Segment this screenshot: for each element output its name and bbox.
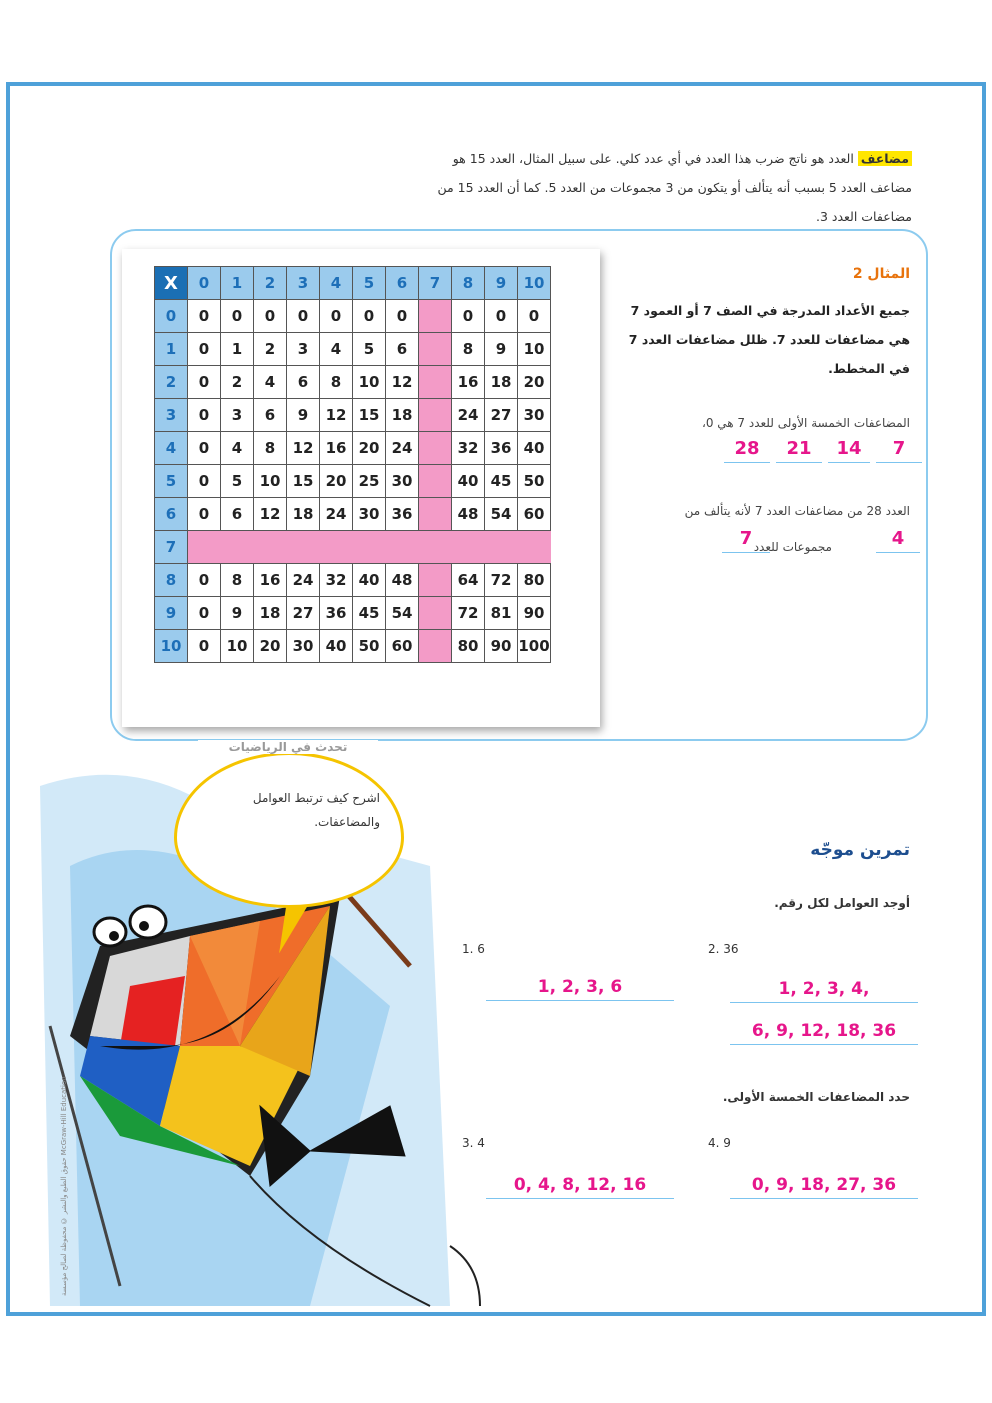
grid-cell: 24 bbox=[287, 564, 320, 597]
grid-cell: 10 bbox=[221, 630, 254, 663]
grid-cell: 32 bbox=[320, 564, 353, 597]
grid-cell: 0 bbox=[452, 300, 485, 333]
question-2-label: 2. 36 bbox=[708, 942, 739, 956]
example-question-2-mid: مجموعات للعدد bbox=[753, 540, 832, 554]
grid-cell: 0 bbox=[287, 300, 320, 333]
grid-cell: 12 bbox=[287, 432, 320, 465]
grid-cell: 5 bbox=[221, 465, 254, 498]
grid-cell: 8 bbox=[221, 564, 254, 597]
grid-row-header: 0 bbox=[155, 300, 188, 333]
grid-cell: 0 bbox=[188, 366, 221, 399]
grid-cell: 0 bbox=[188, 564, 221, 597]
talk-text: اشرح كيف ترتبط العوامل والمضاعفات. bbox=[252, 791, 380, 829]
copyright-side-note: حقوق الطبع والنشر © محفوظة لصالح مؤسسة McGraw-Hill Education bbox=[60, 1076, 68, 1296]
grid-shaded-col-7[interactable] bbox=[419, 630, 452, 663]
grid-cell: 12 bbox=[254, 498, 287, 531]
grid-cell: 9 bbox=[287, 399, 320, 432]
grid-cell: 0 bbox=[221, 300, 254, 333]
grid-cell: 90 bbox=[518, 597, 551, 630]
question-4-label: 4. 9 bbox=[708, 1136, 731, 1150]
grid-shaded-col-7[interactable] bbox=[419, 597, 452, 630]
grid-shaded-col-7[interactable] bbox=[419, 300, 452, 333]
grid-cell: 20 bbox=[518, 366, 551, 399]
grid-cell: 16 bbox=[320, 432, 353, 465]
grid-cell: 4 bbox=[221, 432, 254, 465]
grid-col-header: 6 bbox=[386, 267, 419, 300]
grid-cell: 8 bbox=[254, 432, 287, 465]
grid-cell: 72 bbox=[485, 564, 518, 597]
grid-cell: 40 bbox=[518, 432, 551, 465]
grid-cell: 6 bbox=[386, 333, 419, 366]
grid-cell: 72 bbox=[452, 597, 485, 630]
answer-blank-21[interactable]: 21 bbox=[776, 436, 822, 463]
question-2-answer-line-2[interactable]: 6, 9, 12, 18, 36 bbox=[730, 1018, 918, 1045]
grid-cell: 0 bbox=[353, 300, 386, 333]
grid-cell: 50 bbox=[518, 465, 551, 498]
answer-blank-number[interactable]: 7 bbox=[722, 526, 770, 553]
grid-cell: 12 bbox=[386, 366, 419, 399]
grid-cell: 0 bbox=[485, 300, 518, 333]
guided-instruction-2: حدد المضاعفات الخمسة الأولى. bbox=[722, 1090, 910, 1104]
grid-cell: 27 bbox=[485, 399, 518, 432]
grid-cell: 45 bbox=[485, 465, 518, 498]
grid-cell: 0 bbox=[188, 597, 221, 630]
grid-col-header: 3 bbox=[287, 267, 320, 300]
grid-cell: 2 bbox=[221, 366, 254, 399]
grid-cell: 60 bbox=[386, 630, 419, 663]
grid-cell: 0 bbox=[188, 399, 221, 432]
grid-cell: 24 bbox=[386, 432, 419, 465]
question-2-answer-line-1[interactable]: 1, 2, 3, 4, bbox=[730, 976, 918, 1003]
grid-row-header: 7 bbox=[155, 531, 188, 564]
grid-shaded-col-7[interactable] bbox=[419, 465, 452, 498]
grid-cell: 0 bbox=[188, 432, 221, 465]
grid-cell: 9 bbox=[221, 597, 254, 630]
grid-cell: 40 bbox=[320, 630, 353, 663]
grid-cell: 10 bbox=[518, 333, 551, 366]
grid-col-header: 4 bbox=[320, 267, 353, 300]
guided-instruction-1: أوجد العوامل لكل رقم. bbox=[774, 896, 910, 910]
page-frame bbox=[6, 82, 986, 1316]
grid-row-header: 4 bbox=[155, 432, 188, 465]
grid-cell: 54 bbox=[386, 597, 419, 630]
grid-cell: 20 bbox=[320, 465, 353, 498]
grid-cell: 27 bbox=[287, 597, 320, 630]
example-question-1: المضاعفات الخمسة الأولى للعدد 7 هي 0، bbox=[701, 416, 910, 430]
grid-col-header: 9 bbox=[485, 267, 518, 300]
example-question-2: العدد 28 من مضاعفات العدد 7 لأنه يتألف من bbox=[684, 504, 910, 518]
grid-cell: 30 bbox=[353, 498, 386, 531]
grid-shaded-col-7[interactable] bbox=[419, 399, 452, 432]
grid-col-header: 10 bbox=[518, 267, 551, 300]
grid-cell: 30 bbox=[287, 630, 320, 663]
grid-cell: 8 bbox=[320, 366, 353, 399]
grid-cell: 9 bbox=[485, 333, 518, 366]
grid-shaded-col-7[interactable] bbox=[419, 564, 452, 597]
grid-col-header: 2 bbox=[254, 267, 287, 300]
grid-cell: 3 bbox=[221, 399, 254, 432]
intro-line-2: مضاعف العدد 5 بسبب أنه يتألف أو يتكون من 3 مجموعات من العدد 5. كما أن العدد 15 من bbox=[437, 180, 912, 195]
grid-shaded-col-7[interactable] bbox=[419, 333, 452, 366]
intro-line-3: مضاعفات العدد 3. bbox=[815, 209, 912, 224]
grid-cell: 36 bbox=[320, 597, 353, 630]
grid-col-header: 5 bbox=[353, 267, 386, 300]
grid-cell: 0 bbox=[188, 498, 221, 531]
grid-cell: 3 bbox=[287, 333, 320, 366]
grid-col-header: 0 bbox=[188, 267, 221, 300]
grid-cell: 4 bbox=[320, 333, 353, 366]
grid-cell: 0 bbox=[386, 300, 419, 333]
grid-shaded-col-7[interactable] bbox=[419, 366, 452, 399]
grid-cell: 40 bbox=[452, 465, 485, 498]
grid-cell: 2 bbox=[254, 333, 287, 366]
grid-cell: 15 bbox=[287, 465, 320, 498]
grid-row-header: 6 bbox=[155, 498, 188, 531]
answer-blank-groups[interactable]: 4 bbox=[876, 526, 920, 553]
grid-cell: 30 bbox=[518, 399, 551, 432]
grid-cell: 8 bbox=[452, 333, 485, 366]
grid-cell: 25 bbox=[353, 465, 386, 498]
grid-cell: 64 bbox=[452, 564, 485, 597]
grid-cell: 6 bbox=[287, 366, 320, 399]
grid-cell: 45 bbox=[353, 597, 386, 630]
grid-cell: 90 bbox=[485, 630, 518, 663]
grid-cell: 18 bbox=[287, 498, 320, 531]
grid-row-header: 3 bbox=[155, 399, 188, 432]
question-3-answer[interactable]: 0, 4, 8, 12, 16 bbox=[486, 1172, 674, 1199]
grid-cell: 20 bbox=[353, 432, 386, 465]
grid-cell: 10 bbox=[353, 366, 386, 399]
grid-corner-x: X bbox=[155, 267, 188, 300]
grid-cell: 40 bbox=[353, 564, 386, 597]
grid-cell: 16 bbox=[452, 366, 485, 399]
grid-cell: 12 bbox=[320, 399, 353, 432]
grid-cell: 0 bbox=[188, 465, 221, 498]
grid-cell: 50 bbox=[353, 630, 386, 663]
grid-cell: 48 bbox=[386, 564, 419, 597]
grid-shaded-col-7[interactable] bbox=[419, 498, 452, 531]
grid-cell: 80 bbox=[452, 630, 485, 663]
grid-cell: 81 bbox=[485, 597, 518, 630]
grid-row-header: 9 bbox=[155, 597, 188, 630]
grid-cell: 6 bbox=[221, 498, 254, 531]
grid-row-header: 8 bbox=[155, 564, 188, 597]
grid-cell: 0 bbox=[320, 300, 353, 333]
grid-row-header: 2 bbox=[155, 366, 188, 399]
talk-title: تحدث في الرياضيات bbox=[198, 740, 378, 754]
question-1-label: 1. 6 bbox=[462, 942, 485, 956]
grid-shaded-col-7[interactable] bbox=[419, 432, 452, 465]
grid-cell: 80 bbox=[518, 564, 551, 597]
answer-blank-7[interactable]: 7 bbox=[876, 436, 922, 463]
grid-cell: 18 bbox=[386, 399, 419, 432]
grid-row-header: 5 bbox=[155, 465, 188, 498]
grid-cell: 1 bbox=[221, 333, 254, 366]
grid-cell: 0 bbox=[254, 300, 287, 333]
term-highlight: مضاعف bbox=[858, 151, 912, 166]
grid-cell: 20 bbox=[254, 630, 287, 663]
grid-cell: 16 bbox=[254, 564, 287, 597]
grid-cell: 54 bbox=[485, 498, 518, 531]
grid-shaded-row-7[interactable] bbox=[188, 531, 551, 564]
grid-col-header: 1 bbox=[221, 267, 254, 300]
grid-cell: 18 bbox=[485, 366, 518, 399]
grid-cell: 24 bbox=[320, 498, 353, 531]
question-4-answer[interactable]: 0, 9, 18, 27, 36 bbox=[730, 1172, 918, 1199]
grid-cell: 24 bbox=[452, 399, 485, 432]
grid-cell: 15 bbox=[353, 399, 386, 432]
intro-line-1: العدد هو ناتج ضرب هذا العدد في أي عدد كلي. على سبيل المثال، العدد 15 هو bbox=[452, 151, 854, 166]
grid-cell: 18 bbox=[254, 597, 287, 630]
answer-blank-14[interactable]: 14 bbox=[828, 436, 870, 463]
grid-cell: 0 bbox=[188, 630, 221, 663]
grid-cell: 5 bbox=[353, 333, 386, 366]
grid-col-header: 8 bbox=[452, 267, 485, 300]
grid-cell: 36 bbox=[386, 498, 419, 531]
grid-cell: 4 bbox=[254, 366, 287, 399]
grid-cell: 6 bbox=[254, 399, 287, 432]
grid-row-header: 1 bbox=[155, 333, 188, 366]
example-text: جميع الأعداد المدرجة في الصف 7 أو العمود 7 هي مضاعفات للعدد 7. ظلل مضاعفات العدد 7 في المخطط. bbox=[628, 303, 910, 376]
grid-cell: 32 bbox=[452, 432, 485, 465]
grid-cell: 0 bbox=[188, 300, 221, 333]
grid-cell: 10 bbox=[254, 465, 287, 498]
answer-blank-28[interactable]: 28 bbox=[724, 436, 770, 463]
grid-cell: 100 bbox=[518, 630, 551, 663]
multiplication-grid bbox=[154, 266, 551, 663]
question-3-label: 3. 4 bbox=[462, 1136, 485, 1150]
grid-col-header: 7 bbox=[419, 267, 452, 300]
grid-cell: 48 bbox=[452, 498, 485, 531]
grid-cell: 60 bbox=[518, 498, 551, 531]
question-1-answer[interactable]: 1, 2, 3, 6 bbox=[486, 974, 674, 1001]
grid-cell: 0 bbox=[518, 300, 551, 333]
intro-paragraph bbox=[352, 144, 912, 231]
grid-cell: 36 bbox=[485, 432, 518, 465]
example-title: المثال 2 bbox=[852, 266, 910, 282]
grid-cell: 0 bbox=[188, 333, 221, 366]
grid-cell: 30 bbox=[386, 465, 419, 498]
guided-practice-title: تمرين موجّه bbox=[810, 840, 910, 860]
grid-row-header: 10 bbox=[155, 630, 188, 663]
